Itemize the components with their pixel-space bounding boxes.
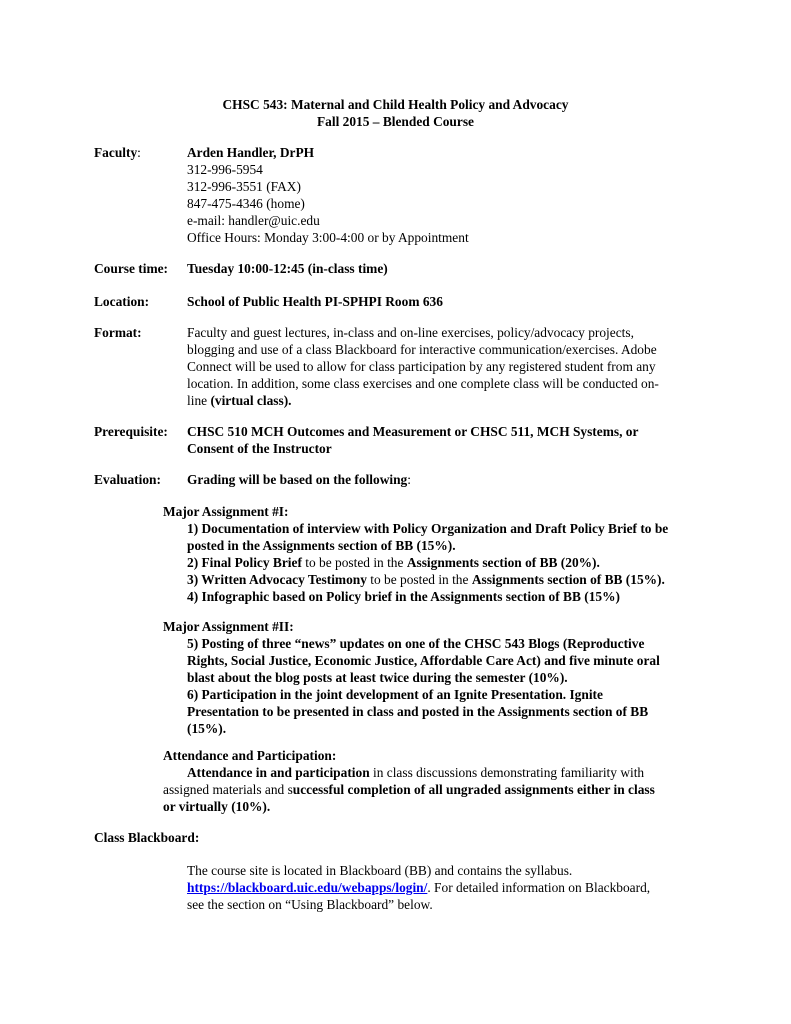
faculty-home-phone: 847-475-4346 (home) bbox=[187, 196, 305, 211]
blackboard-label: Class Blackboard: bbox=[94, 830, 200, 845]
faculty-fax: 312-996-3551 (FAX) bbox=[187, 179, 301, 194]
faculty-label: Faculty: bbox=[94, 145, 141, 160]
course-time-value: Tuesday 10:00-12:45 (in-class time) bbox=[187, 261, 388, 276]
faculty-office-hours: Office Hours: Monday 3:00-4:00 or by Appointment bbox=[187, 230, 469, 245]
attendance-heading: Attendance and Participation: bbox=[163, 748, 337, 763]
major-assignment-1-list: 1) Documentation of interview with Policy Organization and Draft Policy Brief to be posted in the Assignments section of BB (15%). 2) Final Policy Brief to be posted in the Assignments section of BB (20%). 3) Written Advocacy Testimony to be posted in the Assignments section of BB (15%). 4) Infographic based on Policy brief in the Assignments section of BB (15%) bbox=[187, 520, 707, 605]
course-time-label: Course time: bbox=[94, 261, 168, 276]
evaluation-label: Evaluation: bbox=[94, 472, 161, 487]
location-label: Location: bbox=[94, 294, 150, 309]
course-subtitle: Fall 2015 – Blended Course bbox=[317, 114, 474, 129]
location-value: School of Public Health PI-SPHPI Room 636 bbox=[187, 294, 443, 309]
format-text: Faculty and guest lectures, in-class and on-line exercises, policy/advocacy projects, blogging and use of a class Blackboard for interactive communication/exercises. Adobe Connect will be used to allow for class participation by any registered student from any location. In addition, some class exercises and one complete class will be conducted on- line (virtual class). bbox=[187, 325, 659, 408]
evaluation-text: Grading will be based on the following: bbox=[187, 472, 411, 487]
course-title: CHSC 543: Maternal and Child Health Policy and Advocacy bbox=[222, 97, 569, 112]
list-item: 5) Posting of three “news” updates on one of the CHSC 543 Blogs (Reproductive bbox=[187, 636, 645, 651]
prerequisite-label: Prerequisite: bbox=[94, 424, 168, 439]
major-assignment-2-list: 5) Posting of three “news” updates on one of the CHSC 543 Blogs (Reproductive Rights, Social Justice, Economic Justice, Affordable Care Act) and five minute oral blast about the blog posts at least twice during the semester (10%). 6) Participation in the joint development of an Ignite Presentation. Ignite Presentation to be presented in class and posted in the Assignments section of BB (15%). bbox=[187, 635, 707, 737]
faculty-email: e-mail: handler@uic.edu bbox=[187, 213, 320, 228]
major-assignment-2-heading: Major Assignment #II: bbox=[163, 619, 294, 634]
format-label: Format: bbox=[94, 325, 142, 340]
list-item: 3) Written Advocacy Testimony to be posted in the Assignments section of BB (15%). bbox=[187, 572, 665, 587]
prerequisite-text: CHSC 510 MCH Outcomes and Measurement or CHSC 511, MCH Systems, or Consent of the Instructor bbox=[187, 424, 639, 456]
list-item: 6) Participation in the joint development of an Ignite Presentation. Ignite bbox=[187, 687, 603, 702]
blackboard-text: The course site is located in Blackboard (BB) and contains the syllabus. https://blackboard.uic.edu/webapps/login/. For detailed information on Blackboard, see the section on “Using Blackboard” below. bbox=[187, 863, 651, 912]
list-item: 2) Final Policy Brief to be posted in the Assignments section of BB (20%). bbox=[187, 555, 600, 570]
list-item: 4) Infographic based on Policy brief in the Assignments section of BB (15%) bbox=[187, 589, 620, 604]
faculty-name: Arden Handler, DrPH bbox=[187, 145, 315, 160]
faculty-phone: 312-996-5954 bbox=[187, 162, 263, 177]
major-assignment-1-heading: Major Assignment #I: bbox=[163, 504, 289, 519]
attendance-text: Attendance in and participation in class discussions demonstrating familiarity with assigned materials and successful completion of all ungraded assignments either in class or virtually (10%). bbox=[163, 765, 655, 814]
list-item: 1) Documentation of interview with Policy Organization and Draft Policy Brief to be bbox=[187, 521, 669, 536]
blackboard-login-link[interactable]: https://blackboard.uic.edu/webapps/login/ bbox=[187, 880, 428, 895]
faculty-block bbox=[187, 144, 707, 246]
